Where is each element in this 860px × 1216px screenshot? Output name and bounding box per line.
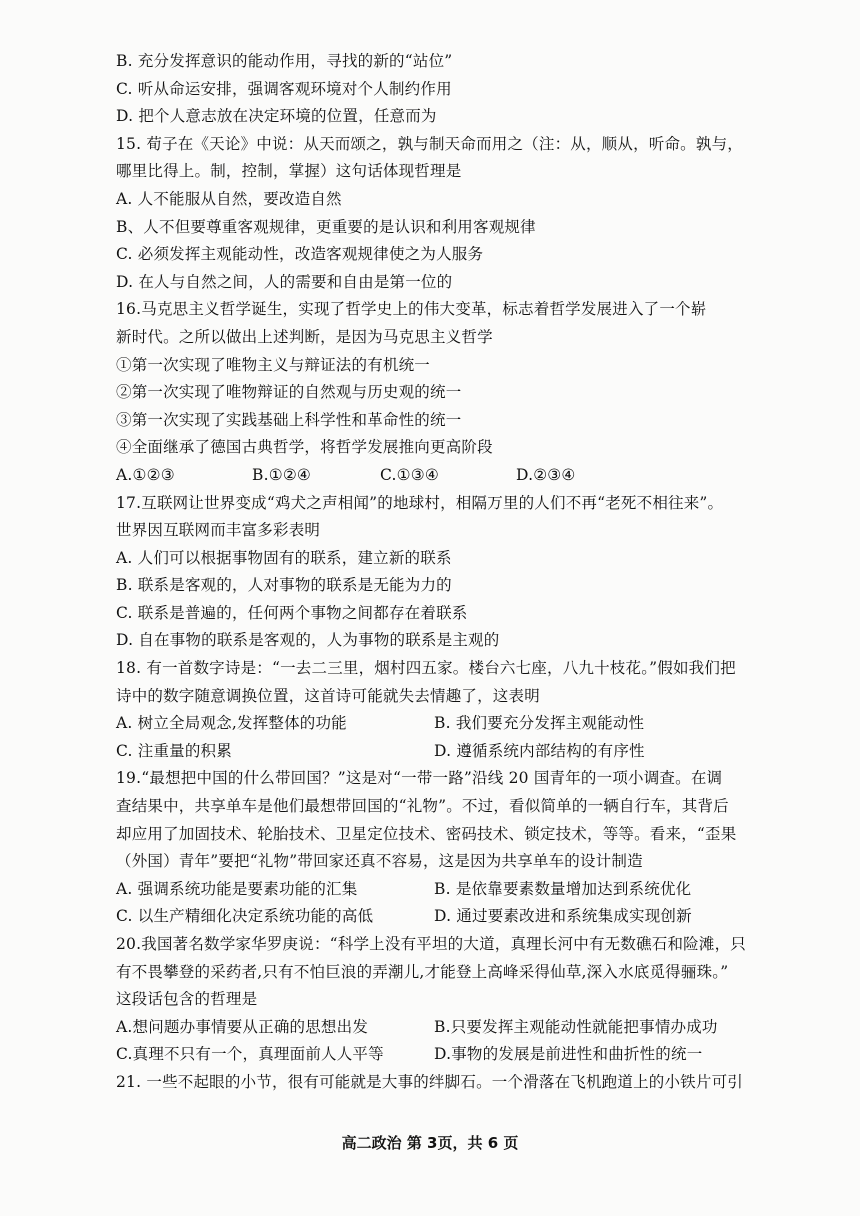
- q18-stem-line: 18. 有一首数字诗是：“一去二三里，烟村四五家。楼台六七座，八九十枝花。”假如我们把: [116, 659, 736, 678]
- q15-option-b: B、人不但要尊重客观规律，更重要的是认识和利用客观规律: [116, 217, 536, 236]
- q19-option-a: A. 强调系统功能是要素功能的汇集: [116, 879, 358, 898]
- q18-option-b: B. 我们要充分发挥主观能动性: [434, 714, 645, 733]
- question-content: [116, 48, 766, 1097]
- q20-stem-line: 这段话包含的哲理是: [116, 990, 258, 1009]
- q17-option-d: D. 自在事物的联系是客观的，人为事物的联系是主观的: [116, 631, 500, 650]
- q19-stem-line: 19.“最想把中国的什么带回国？”这是对“一带一路”沿线 20 国青年的一项小调查。在调: [116, 769, 723, 788]
- q18-option-c: C. 注重量的积累: [116, 741, 232, 760]
- q17-option-a: A. 人们可以根据事物固有的联系，建立新的联系: [116, 548, 452, 567]
- question-15: [116, 131, 766, 297]
- q20-option-d: D.事物的发展是前进性和曲折性的统一: [434, 1045, 703, 1064]
- q16-options-row: [116, 462, 766, 490]
- q20-option-a: A.想问题办事情要从正确的思想出发: [116, 1017, 369, 1036]
- q20-stem-line: 20.我国著名数学家华罗庚说：“科学上没有平坦的大道，真理长河中有无数礁石和险滩，只: [116, 935, 746, 953]
- q14-option-d: D. 把个人意志放在决定环境的位置，任意而为: [116, 107, 437, 126]
- q16-item-3: ③第一次实现了实践基础上科学性和革命性的统一: [116, 410, 462, 429]
- q16-option-c: C.①③④: [380, 465, 439, 484]
- q15-stem-line: 哪里比得上。制，控制，掌握）这句话体现哲理是: [116, 162, 462, 181]
- q16-option-a: A.①②③: [116, 465, 175, 484]
- q20-option-c: C.真理不只有一个，真理面前人人平等: [116, 1045, 384, 1064]
- q16-item-1: ①第一次实现了唯物主义与辩证法的有机统一: [116, 355, 431, 374]
- q16-stem-line: 16.马克思主义哲学诞生，实现了哲学史上的伟大变革，标志着哲学发展进入了一个崭: [116, 300, 707, 319]
- question-21: [116, 1069, 766, 1097]
- question-16: [116, 296, 766, 489]
- q15-option-c: C. 必须发挥主观能动性，改造客观规律使之为人服务: [116, 245, 484, 264]
- q20-option-b: B.只要发挥主观能动性就能把事情办成功: [434, 1017, 718, 1036]
- q20-stem-line: 有不畏攀登的采药者,只有不怕巨浪的弄潮儿,才能登上高峰采得仙草,深入水底觅得骊珠。”: [116, 962, 729, 981]
- q20-options-row: [116, 1014, 766, 1042]
- question-17: [116, 490, 766, 656]
- q17-option-c: C. 联系是普遍的，任何两个事物之间都存在着联系: [116, 603, 468, 622]
- q15-option-a: A. 人不能服从自然，要改造自然: [116, 189, 342, 208]
- q18-option-d: D. 遵循系统内部结构的有序性: [434, 741, 645, 760]
- q17-option-b: B. 联系是客观的，人对事物的联系是无能为力的: [116, 576, 452, 595]
- q18-stem-line: 诗中的数字随意调换位置，这首诗可能就失去情趣了，这表明: [116, 686, 540, 705]
- q18-options-row: [116, 738, 766, 766]
- q17-stem-line: 世界因互联网而丰富多彩表明: [116, 521, 321, 540]
- q16-option-d: D.②③④: [516, 465, 576, 484]
- q19-options-row: [116, 903, 766, 931]
- q19-stem-line: （外国）青年”要把“礼物”带回家还真不容易，这是因为共享单车的设计制造: [116, 852, 643, 871]
- q17-stem-line: 17.互联网让世界变成“鸡犬之声相闻”的地球村，相隔万里的人们不再“老死不相往来”。: [116, 493, 724, 512]
- q18-option-a: A. 树立全局观念,发挥整体的功能: [116, 714, 347, 733]
- question-18: [116, 655, 766, 765]
- question-19: [116, 765, 766, 931]
- q18-options-row: [116, 710, 766, 738]
- q16-stem-line: 新时代。之所以做出上述判断，是因为马克思主义哲学: [116, 327, 493, 346]
- q21-stem-line: 21. 一些不起眼的小节，很有可能就是大事的绊脚石。一个滑落在飞机跑道上的小铁片可引: [116, 1072, 743, 1091]
- q14-option-b: B. 充分发挥意识的能动作用，寻找的新的“站位”: [116, 52, 453, 70]
- question-20: [116, 931, 766, 1069]
- q14-option-c: C. 听从命运安排，强调客观环境对个人制约作用: [116, 79, 452, 98]
- q16-item-4: ④全面继承了德国古典哲学，将哲学发展推向更高阶段: [116, 438, 493, 457]
- q19-options-row: [116, 876, 766, 904]
- q16-option-b: B.①②④: [252, 465, 312, 484]
- q15-stem-line: 15. 荀子在《天论》中说：从天而颂之，孰与制天命而用之（注：从，顺从，听命。孰与，: [116, 134, 743, 153]
- q20-options-row: [116, 1041, 766, 1069]
- q19-stem-line: 却应用了加固技术、轮胎技术、卫星定位技术、密码技术、锁定技术，等等。看来，“歪果: [116, 824, 737, 843]
- q19-stem-line: 查结果中，共享单车是他们最想带回国的“礼物”。不过，看似简单的一辆自行车，其背后: [116, 797, 729, 816]
- q19-option-d: D. 通过要素改进和系统集成实现创新: [434, 907, 692, 926]
- q19-option-c: C. 以生产精细化决定系统功能的高低: [116, 907, 374, 926]
- q16-item-2: ②第一次实现了唯物辩证的自然观与历史观的统一: [116, 383, 462, 402]
- q19-option-b: B. 是依靠要素数量增加达到系统优化: [434, 879, 692, 898]
- q15-option-d: D. 在人与自然之间，人的需要和自由是第一位的: [116, 272, 453, 291]
- page-footer: 高二政治 第 3页，共 6 页: [341, 1134, 519, 1152]
